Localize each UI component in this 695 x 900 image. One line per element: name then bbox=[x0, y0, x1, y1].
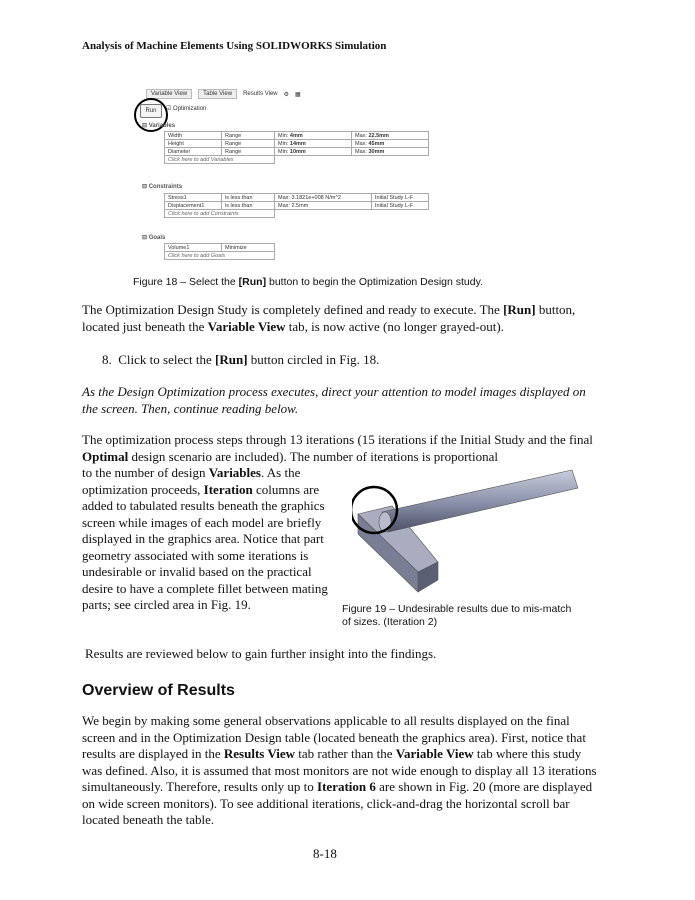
running-header: Analysis of Machine Elements Using SOLIDWORKS Simulation bbox=[82, 40, 387, 52]
table-row: Diameter Range Min: 10mm Max: 30mm bbox=[165, 148, 429, 156]
table-row: Height Range Min: 14mm Max: 45mm bbox=[165, 140, 429, 148]
run-button[interactable]: Run bbox=[140, 104, 162, 118]
tab-variable-view[interactable]: Variable View bbox=[146, 89, 192, 99]
settings-icon[interactable]: ⚙ bbox=[283, 91, 290, 98]
variables-table bbox=[164, 131, 429, 164]
step-8: 8. Click to select the [Run] button circled in Fig. 18. bbox=[102, 352, 380, 367]
add-variable-row[interactable]: Click here to add Variables bbox=[165, 156, 429, 164]
figure-19-model-image bbox=[352, 466, 582, 596]
constraints-header[interactable]: ⊟ Constraints bbox=[142, 184, 183, 190]
section-heading: Overview of Results bbox=[82, 682, 235, 699]
add-constraint-row[interactable]: Click here to add Constraints bbox=[165, 210, 429, 218]
goals-table bbox=[164, 243, 275, 260]
view-tabs bbox=[146, 86, 301, 102]
goals-header[interactable]: ⊟ Goals bbox=[142, 235, 166, 241]
paragraph-results-intro: Results are reviewed below to gain further insight into the findings. bbox=[85, 646, 437, 661]
table-row: Displacement1 is less than Max: 2.5mm Initial Study L-F bbox=[165, 202, 429, 210]
table-row: Stress1 is less than Max: 3.1821e+008 N/m^2 Initial Study L-F bbox=[165, 194, 429, 202]
optimization-checkbox[interactable]: ☑ Optimization bbox=[166, 106, 207, 112]
paragraph-iterations-cont: to the number of design Variables. As the optimization proceeds, Iteration columns are added to tabulated results beneath the graphics screen while images of each model are briefly displayed in the graphics area. Notice that part geometry associated with some iterations is undesirable or invalid based on the practical desire to have a complete fillet between mating parts; see circled area in Fig. 19. bbox=[82, 465, 328, 612]
optimization-label: Optimization bbox=[173, 106, 207, 112]
grid-icon[interactable]: ▦ bbox=[295, 91, 301, 98]
paragraph-overview: We begin by making some general observations applicable to all results displayed on the final screen and in the Optimization Design table (located beneath the graphics area). First, notice that results are displayed in the Results View tab rather than the Variable View tab where this study was defined. Also, it is assumed that most monitors are not wide enough to display all 13 iterations simultaneously. Therefore, results only up to Iteration 6 are shown in Fig. 20 (more are displayed on wide screen monitors). To see additional iterations, click-and-drag the horizontal scroll bar located beneath the table. bbox=[82, 713, 597, 827]
variables-header[interactable]: ⊟ Variables bbox=[142, 123, 176, 129]
page-number: 8-18 bbox=[313, 846, 337, 861]
paragraph-run-ready: The Optimization Design Study is completely defined and ready to execute. The [Run] button, located just beneath the Variable View tab, is now active (no longer grayed-out). bbox=[82, 302, 576, 334]
table-row: Width Range Min: 4mm Max: 22.5mm bbox=[165, 132, 429, 140]
add-goal-row[interactable]: Click here to add Goals bbox=[165, 252, 275, 260]
table-row: Volume1 Minimize bbox=[165, 244, 275, 252]
paragraph-iterations: The optimization process steps through 13 iterations (15 iterations if the Initial Study and the final Optimal design scenario are included). The number of iterations is proportional bbox=[82, 432, 593, 464]
figure-19-caption: Figure 19 – Undesirable results due to mis-match of sizes. (Iteration 2) bbox=[342, 603, 572, 628]
constraints-table bbox=[164, 193, 429, 218]
figure-18-caption: Figure 18 – Select the [Run] button to begin the Optimization Design study. bbox=[133, 276, 483, 288]
tab-results-view[interactable]: Results View bbox=[243, 91, 278, 97]
tab-table-view[interactable]: Table View bbox=[198, 89, 237, 99]
optimization-design-panel bbox=[132, 86, 512, 262]
italic-note: As the Design Optimization process executes, direct your attention to model images displayed on the screen. Then, continue reading below. bbox=[82, 384, 586, 416]
